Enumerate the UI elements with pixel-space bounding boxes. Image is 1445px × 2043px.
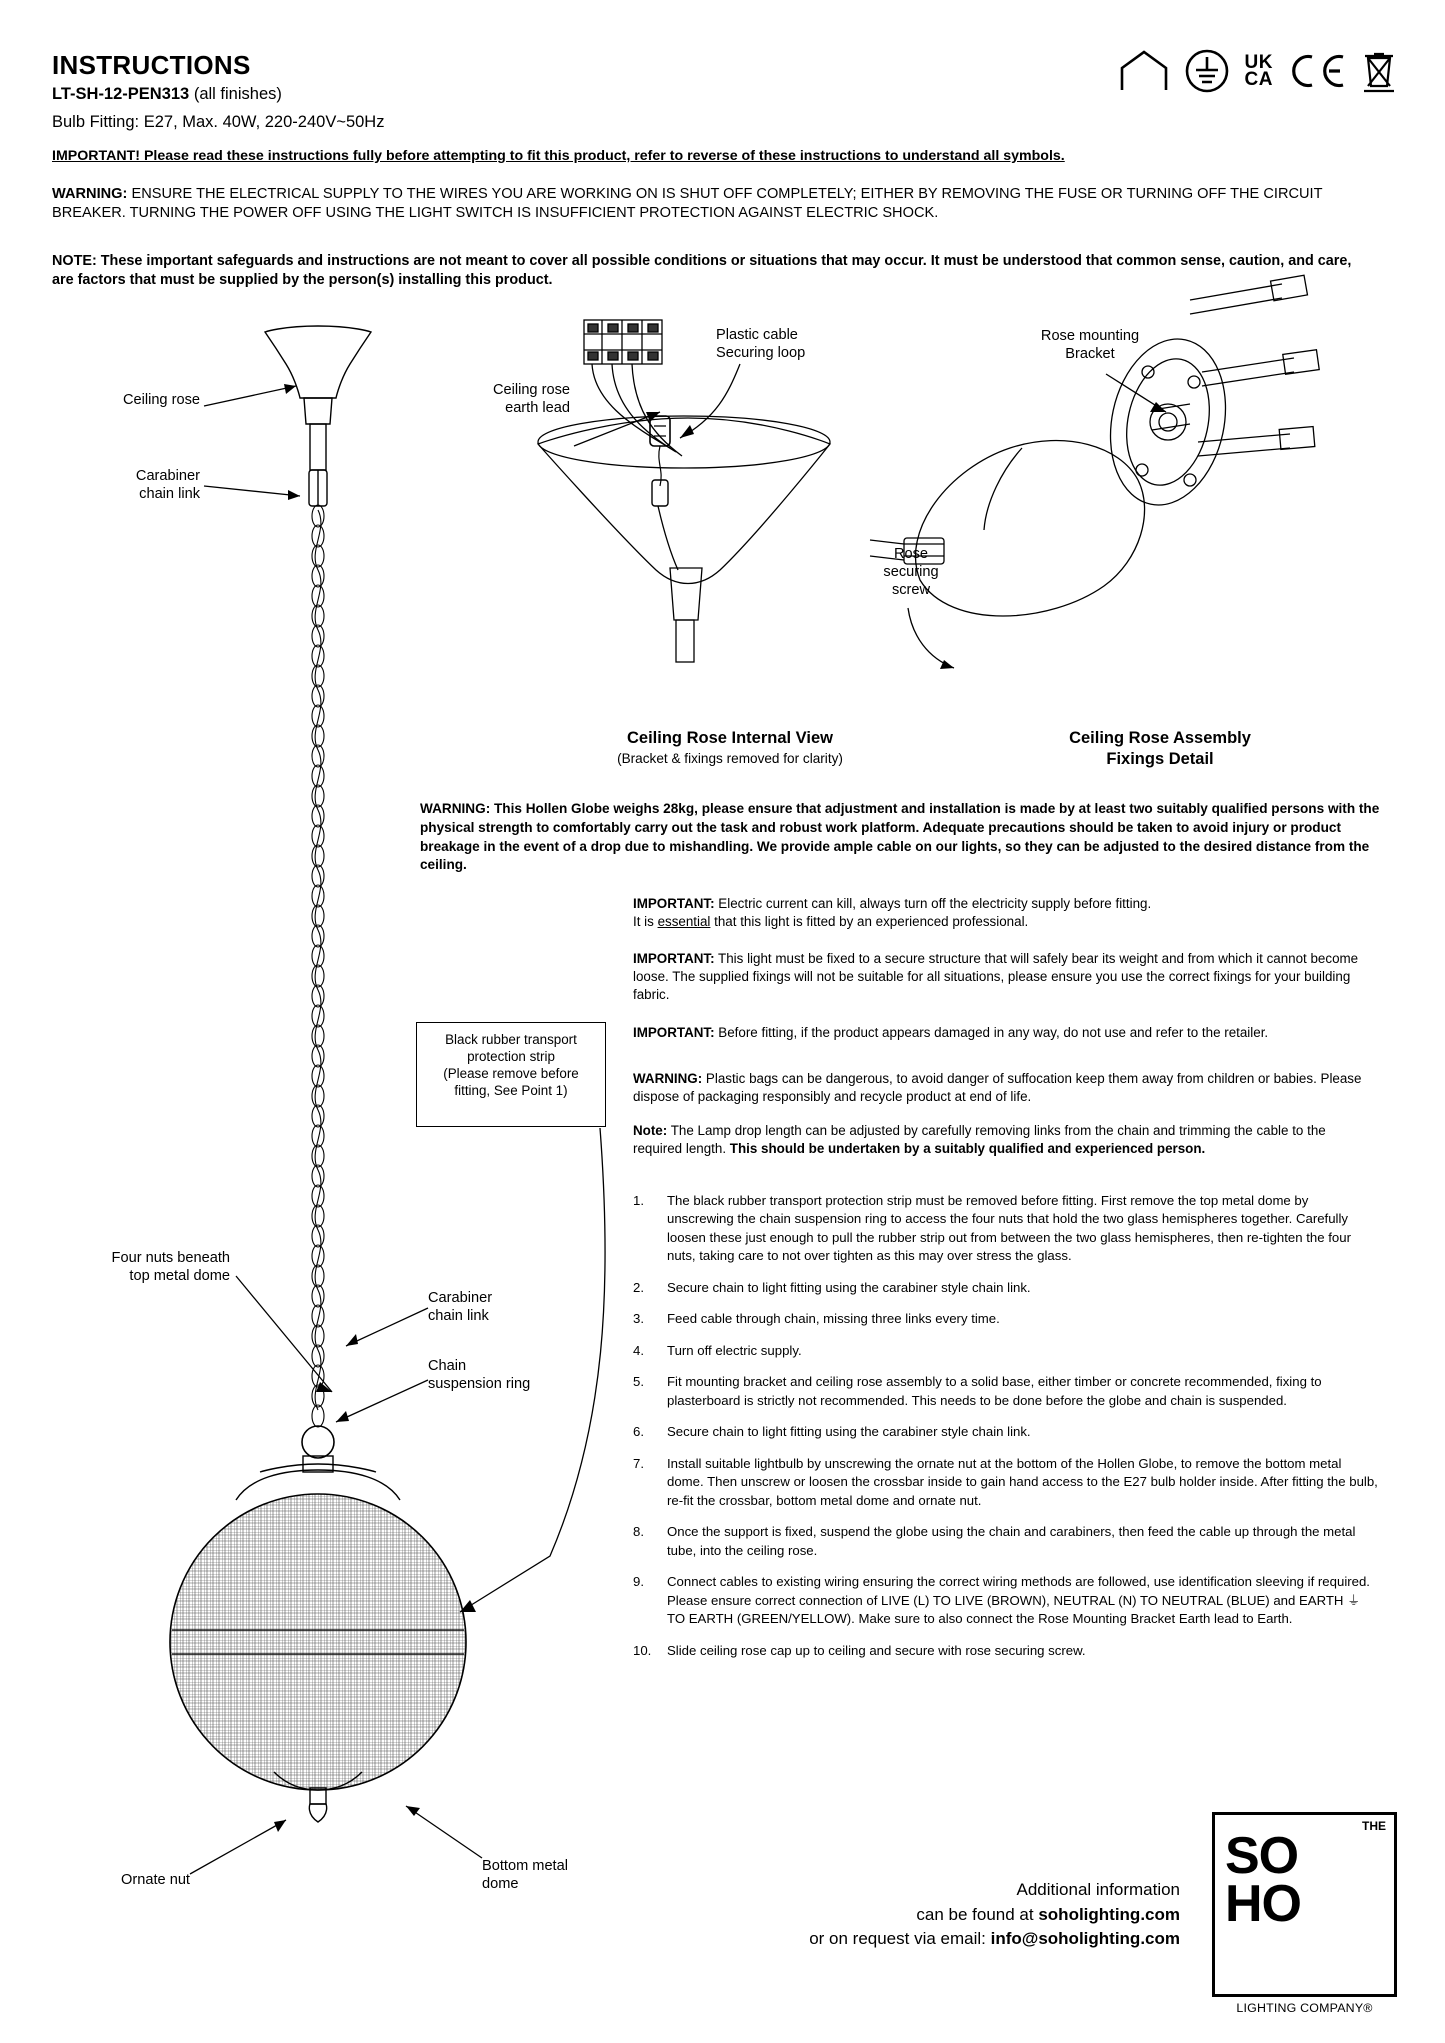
step-number: 1. bbox=[633, 1193, 644, 1208]
list-item bbox=[633, 1342, 1378, 1360]
step-text: Secure chain to light fitting using the carabiner style chain link. bbox=[667, 1424, 1031, 1440]
step-number: 6. bbox=[633, 1424, 644, 1440]
fixings-caption-line2: Fixings Detail bbox=[1106, 749, 1214, 768]
label-ceiling-rose: Ceiling rose bbox=[122, 392, 200, 408]
footer-line2 bbox=[660, 1903, 1180, 1928]
bulb-fitting-line: Bulb Fitting: E27, Max. 40W, 220-240V~50Hz bbox=[52, 113, 385, 131]
warning-label: WARNING: bbox=[52, 186, 128, 202]
step-text: The black rubber transport protection strip must be removed before fitting. First remove the top metal dome by unscrewing the chain suspension ring to access the four nuts that hold the two glass hemispheres together. Carefully loosen these just enough to pull the rubber strip out from between the two glass hemispheres, then re-tighten the four nuts, taking care to not over tighten as this may over stress the glass. bbox=[667, 1193, 1351, 1264]
paragraph-1-text: Electric current can kill, always turn off the electricity supply before fitting. It is essential that this light is fitted by an experienced professional. bbox=[633, 896, 1152, 930]
transport-strip-line4: fitting, See Point 1) bbox=[454, 1083, 568, 1099]
paragraph-4-label: WARNING: bbox=[633, 1071, 703, 1086]
step-text: Turn off electric supply. bbox=[667, 1342, 802, 1358]
label-rose-mounting-bracket: Rose mounting Bracket bbox=[1040, 328, 1140, 362]
list-item bbox=[633, 1573, 1378, 1628]
house-icon bbox=[1119, 49, 1169, 93]
paragraph-2-text: This light must be fixed to a secure structure that will safely bear its weight and from which it cannot become loose. The supplied fixings will not be suitable for all situations, please ensure you use the correct fixings for your building fabric. bbox=[633, 951, 1359, 1003]
paragraph-5-text: The Lamp drop length can be adjusted by carefully removing links from the chain and trimming the cable to the required length. bbox=[633, 1123, 1326, 1157]
step-number: 2. bbox=[633, 1279, 644, 1295]
step-text: Slide ceiling rose cap up to ceiling and secure with rose securing screw. bbox=[667, 1642, 1086, 1658]
step-text: Once the support is fixed, suspend the globe using the chain and carabiners, then feed the cable up through the metal tube, into the ceiling rose. bbox=[667, 1524, 1356, 1558]
list-item bbox=[633, 1192, 1378, 1266]
internal-view-caption bbox=[530, 728, 930, 768]
fixings-detail-caption bbox=[960, 728, 1360, 769]
label-ceiling-rose-earth-lead: Ceiling rose earth lead bbox=[492, 382, 570, 416]
paragraph-4-text: Plastic bags can be dangerous, to avoid danger of suffocation keep them away from children or babies. Please dispose of packaging responsibly and recycle product at end of life. bbox=[633, 1071, 1362, 1105]
ukca-line2: CA bbox=[1244, 69, 1273, 90]
leader-securing-screw bbox=[896, 606, 966, 676]
footer-line2-pre: can be found at bbox=[916, 1904, 1039, 1924]
label-bottom-metal-dome: Bottom metal dome bbox=[482, 1858, 568, 1892]
leader-mounting-bracket bbox=[1100, 370, 1176, 420]
weight-warning: WARNING: This Hollen Globe weighs 28kg, please ensure that adjustment and installation is made by at least two suitably qualified persons with the physical strength to comfortably carry out the task and robust work platform. Adequate precautions should be taken to avoid injury or product breakage in the event of a drop due to mishandling. We provide ample cable on our lights, so they can be adjusted to the desired distance from the ceiling. bbox=[420, 801, 1380, 873]
soho-logo bbox=[1212, 1812, 1397, 1997]
paragraph-3-label: IMPORTANT: bbox=[633, 1025, 715, 1040]
label-plastic-cable-loop: Plastic cable Securing loop bbox=[716, 327, 806, 361]
label-four-nuts: Four nuts beneath top metal dome bbox=[111, 1250, 230, 1284]
list-item bbox=[633, 1279, 1378, 1297]
model-code: LT-SH-12-PEN313 bbox=[52, 85, 190, 103]
soho-logo-so: SO bbox=[1225, 1827, 1299, 1885]
model-code-line bbox=[52, 85, 282, 104]
paragraph-important-1 bbox=[633, 895, 1378, 931]
transport-strip-callout bbox=[416, 1022, 606, 1127]
soho-logo-caption: LIGHTING COMPANY® bbox=[1236, 2001, 1373, 2015]
ukca-mark bbox=[1244, 51, 1273, 90]
paragraph-note-drop-length bbox=[633, 1122, 1378, 1158]
footer-website[interactable]: soholighting.com bbox=[1038, 1904, 1180, 1924]
leader-plastic-loop bbox=[668, 360, 748, 446]
page-title: INSTRUCTIONS bbox=[52, 50, 251, 80]
fixings-caption-line1: Ceiling Rose Assembly bbox=[1069, 729, 1251, 747]
weee-crossed-bin-icon bbox=[1361, 48, 1397, 94]
leader-ornate-nut bbox=[186, 1812, 296, 1882]
paragraph-warning-plastic-bags bbox=[633, 1070, 1378, 1106]
step-text: Install suitable lightbulb by unscrewing the ornate nut at the bottom of the Hollen Globe, to remove the bottom metal dome. Then unscrew or loosen the crossbar inside to gain hand access to the E27 bulb holder inside. After fitting the bulb, re-fit the crossbar, bottom metal dome and ornate nut. bbox=[667, 1455, 1378, 1508]
list-item bbox=[633, 1523, 1378, 1560]
important-notice: IMPORTANT! Please read these instructions fully before attempting to fit this product, refer to reverse of these instructions to understand all symbols. bbox=[52, 148, 1065, 164]
soho-logo-letters bbox=[1225, 1827, 1301, 1933]
paragraph-2-label: IMPORTANT: bbox=[633, 951, 715, 966]
soho-logo-the: THE bbox=[1362, 1819, 1386, 1833]
paragraph-3-text: Before fitting, if the product appears damaged in any way, do not use and refer to the retailer. bbox=[714, 1025, 1269, 1040]
label-carabiner-chain-link-bottom: Carabiner chain link bbox=[428, 1290, 493, 1324]
compliance-symbols bbox=[1119, 45, 1397, 97]
leader-ceiling-rose bbox=[200, 372, 320, 412]
internal-view-caption-sub: (Bracket & fixings removed for clarity) bbox=[617, 750, 843, 766]
list-item bbox=[633, 1373, 1378, 1410]
warning-text: ENSURE THE ELECTRICAL SUPPLY TO THE WIRES YOU ARE WORKING ON IS SHUT OFF COMPLETELY; EITHER BY REMOVING THE FUSE OR TURNING OFF THE CIRCUIT BREAKER. TURNING THE POWER OFF USING THE LIGHT SWITCH IS INSUFFICIENT PROTECTION AGAINST ELECTRIC SHOCK. bbox=[52, 186, 1323, 222]
list-item bbox=[633, 1423, 1378, 1441]
leader-carabiner-top bbox=[200, 478, 320, 508]
ukca-line1: UK bbox=[1244, 51, 1273, 73]
header-warning bbox=[52, 185, 1397, 224]
paragraph-important-2 bbox=[633, 950, 1378, 1005]
step-number: 7. bbox=[633, 1455, 644, 1471]
step-number: 3. bbox=[633, 1311, 644, 1327]
list-item bbox=[633, 1642, 1378, 1660]
header-note: NOTE: These important safeguards and instructions are not meant to cover all possible conditions or situations that may occur. It must be understood that common sense, caution, and care, are factors that must be supplied by the person(s) installing this product. bbox=[52, 253, 1352, 289]
footer-email[interactable]: info@soholighting.com bbox=[990, 1929, 1180, 1949]
leader-transport-strip bbox=[420, 1126, 610, 1626]
paragraph-5-bold-tail: This should be undertaken by a suitably qualified and experienced person. bbox=[729, 1141, 1206, 1157]
step-number: 5. bbox=[633, 1374, 644, 1390]
soho-logo-ho: HO bbox=[1225, 1874, 1301, 1933]
paragraph-important-3 bbox=[633, 1024, 1378, 1042]
step-text: Secure chain to light fitting using the carabiner style chain link. bbox=[667, 1279, 1031, 1295]
footer-line1: Additional information bbox=[1016, 1880, 1180, 1899]
label-rose-securing-screw: Rose securing screw bbox=[883, 546, 939, 598]
step-text: Feed cable through chain, missing three links every time. bbox=[667, 1311, 1000, 1327]
label-chain-suspension-ring: Chain suspension ring bbox=[428, 1358, 531, 1392]
leader-bottom-dome bbox=[400, 1800, 490, 1870]
list-item bbox=[633, 1455, 1378, 1510]
numbered-steps bbox=[633, 1192, 1378, 1673]
transport-strip-line1: Black rubber transport bbox=[445, 1032, 577, 1047]
footer-line3-pre: or on request via email: bbox=[809, 1929, 991, 1949]
step-number: 10. bbox=[633, 1642, 652, 1658]
footer-line3 bbox=[660, 1927, 1180, 1952]
step-number: 9. bbox=[633, 1574, 644, 1590]
transport-strip-line3: (Please remove before bbox=[443, 1066, 579, 1082]
step-number: 8. bbox=[633, 1524, 644, 1540]
internal-view-caption-title: Ceiling Rose Internal View bbox=[626, 729, 833, 747]
paragraph-1-label: IMPORTANT: bbox=[633, 896, 715, 911]
step-text: Fit mounting bracket and ceiling rose assembly to a solid base, either timber or concrete recommended, fixing to plasterboard is strictly not recommended. This needs to be done before the globe and chain is suspended. bbox=[667, 1374, 1322, 1408]
paragraph-5-label: Note: bbox=[633, 1123, 668, 1138]
step-number: 4. bbox=[633, 1342, 644, 1358]
transport-strip-line2: protection strip bbox=[467, 1049, 555, 1065]
step-text: Connect cables to existing wiring ensuring the correct wiring methods are followed, use identification sleeving if required. Please ensure correct connection of LIVE (L) TO LIVE (BROWN), NEUTRAL (N) TO NEUTRAL (BLUE) and EARTH ⏚ TO EARTH (GREEN/YELLOW). Make sure to also connect the Rose Mounting Bracket Earth lead to Earth. bbox=[667, 1574, 1370, 1627]
ce-mark bbox=[1288, 51, 1346, 91]
leader-earth-lead bbox=[570, 400, 670, 460]
earth-ground-icon bbox=[1184, 48, 1230, 94]
label-carabiner-chain-link-top: Carabiner chain link bbox=[135, 468, 200, 502]
model-suffix: (all finishes) bbox=[189, 85, 282, 103]
footer-contact bbox=[660, 1878, 1180, 1952]
list-item bbox=[633, 1310, 1378, 1328]
label-ornate-nut: Ornate nut bbox=[121, 1872, 190, 1888]
